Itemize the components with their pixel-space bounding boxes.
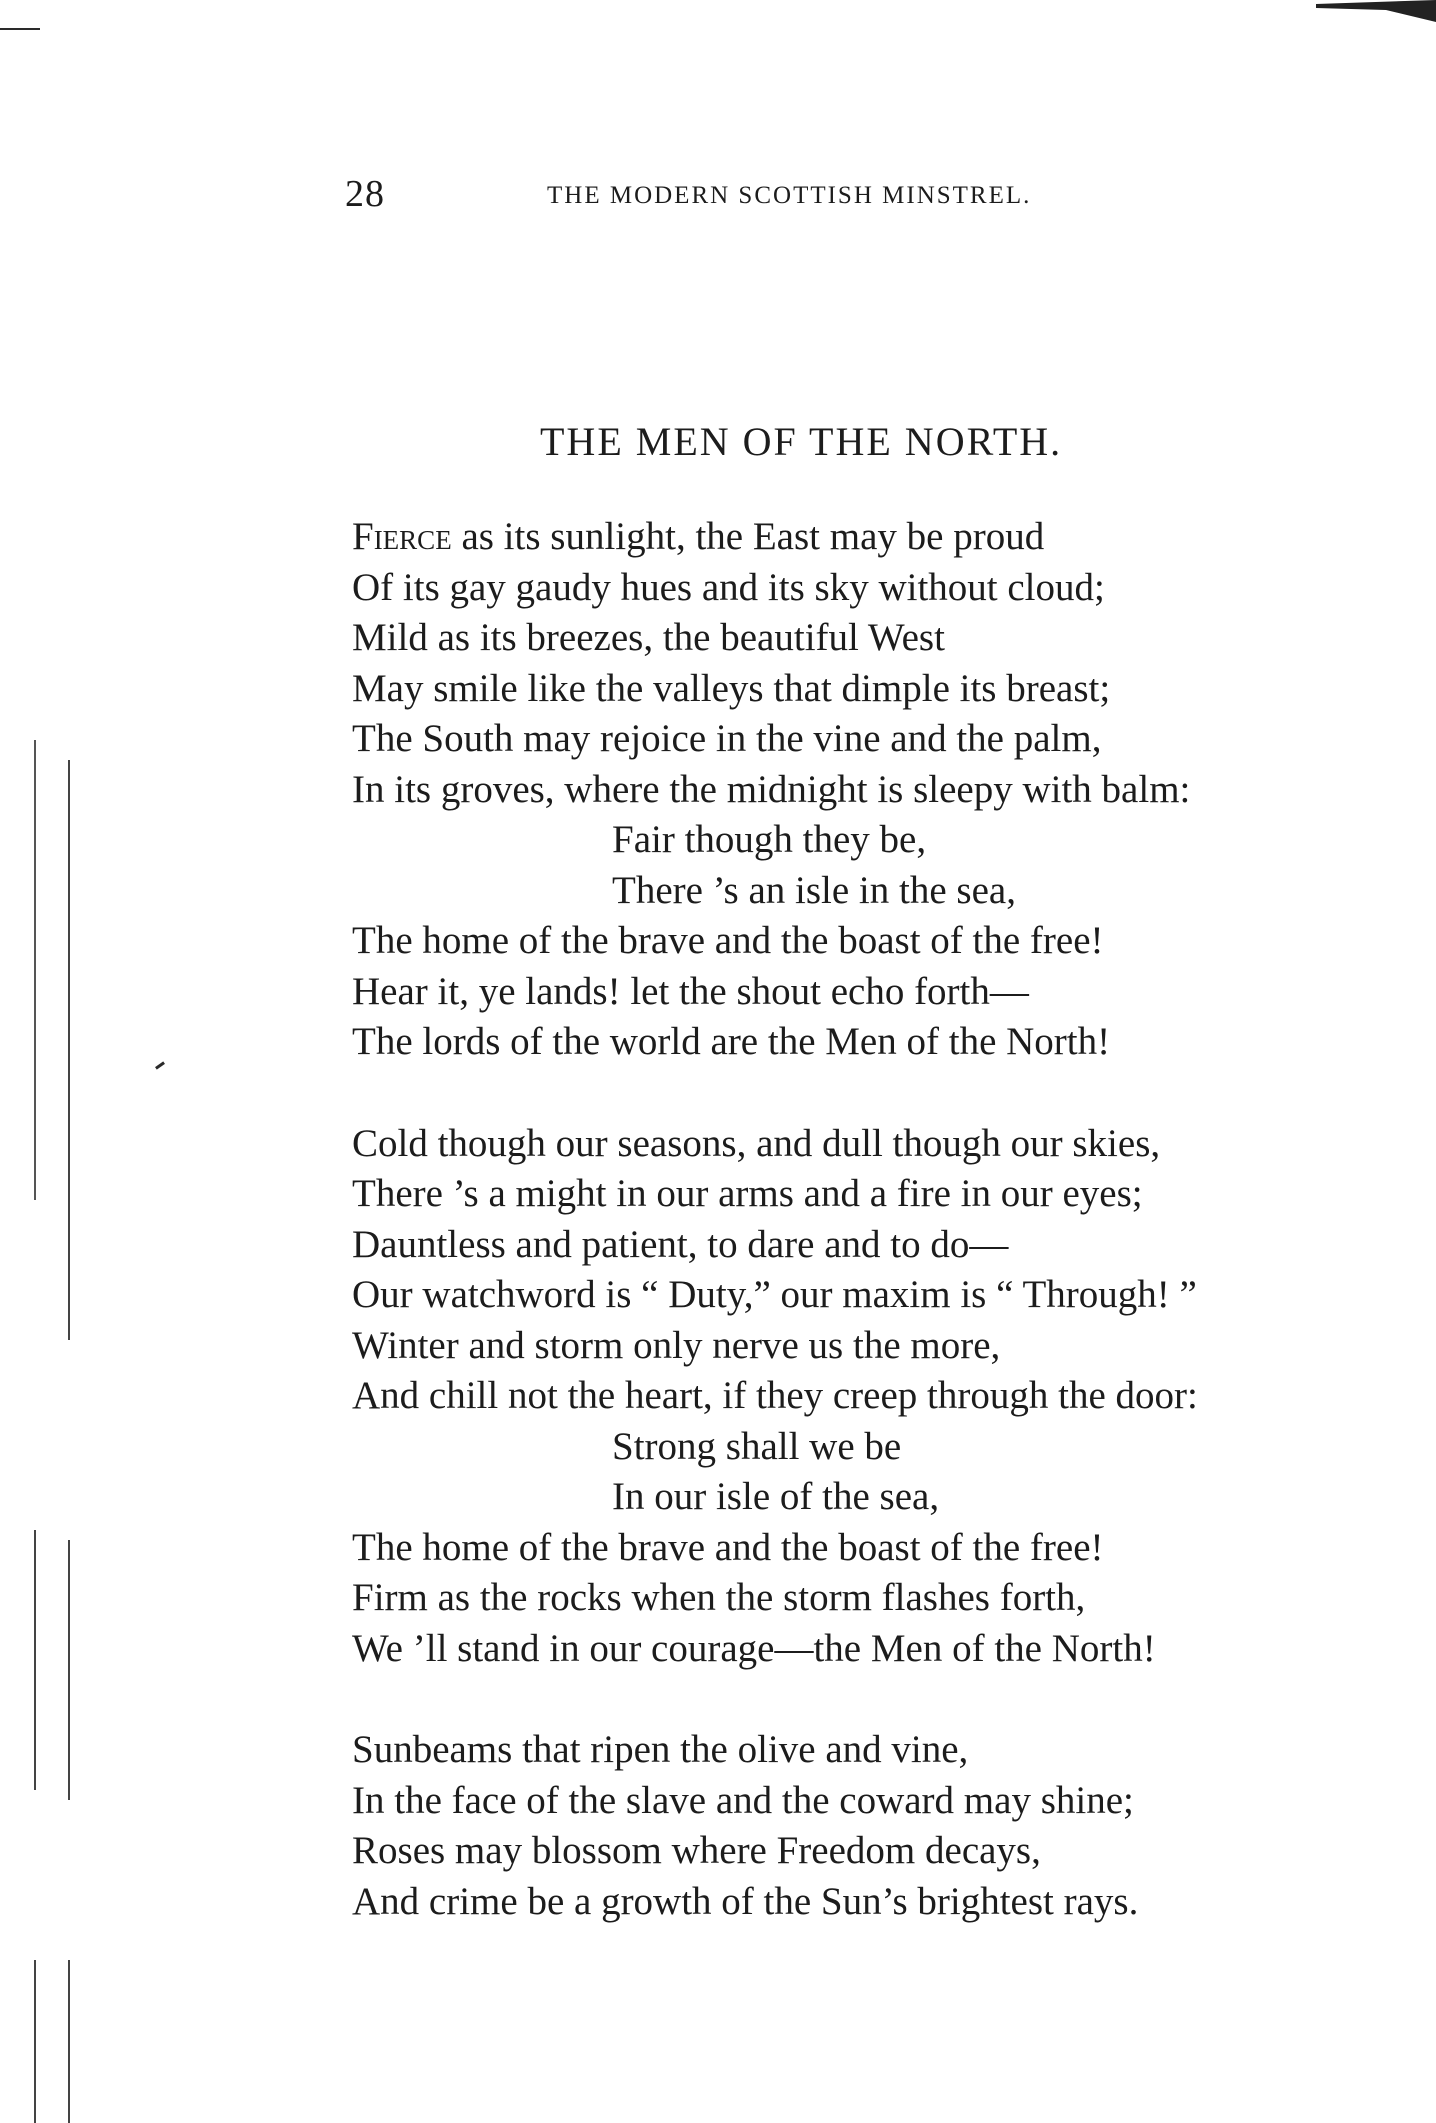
stanza-1 [352,512,1352,1068]
stanza-3 [352,1725,1352,1927]
running-title: THE MODERN SCOTTISH MINSTREL. [547,182,1032,209]
poem-line-indented: Strong shall we be [612,1424,902,1468]
poem-line-indented: In our isle of the sea, [612,1475,940,1518]
poem-title: THE MEN OF THE NORTH. [540,419,1063,464]
poem-line: The home of the brave and the boast of the free! [352,1525,1104,1569]
poem-line: There ’s a might in our arms and a fire in our eyes; [352,1172,1143,1215]
poem-body [352,512,1352,1978]
running-head [345,172,1175,222]
stanza-2 [352,1119,1352,1675]
poem-line: Cold though our seasons, and dull though our skies, [352,1121,1161,1165]
poem-line: Of its gay gaudy hues and its sky without cloud; [352,565,1105,609]
line-text: as its sunlight, the East may be proud [451,515,1045,558]
page-number: 28 [345,173,385,215]
poem-line: May smile like the valleys that dimple its breast; [352,666,1111,710]
poem-line: The home of the brave and the boast of the free! [352,919,1104,962]
poem-line: And crime be a growth of the Sun’s brightest rays. [352,1879,1139,1923]
poem-line: Firm as the rocks when the storm flashes forth, [352,1576,1086,1619]
gutter-line-3 [34,1530,36,1790]
gutter-line-1 [34,740,36,1200]
scan-mark-top-left [0,28,40,30]
poem-line: Dauntless and patient, to dare and to do— [352,1222,1009,1266]
poem-line [352,512,1352,563]
poem-line: In its groves, where the midnight is sleepy with balm: [352,767,1191,811]
poem-line: The South may rejoice in the vine and the palm, [352,717,1102,760]
stray-mark [155,1061,165,1069]
drop-word: Fierce [352,515,452,558]
poem-line: Sunbeams that ripen the olive and vine, [352,1728,969,1771]
poem-line: The lords of the world are the Men of the North! [352,1020,1111,1063]
poem-line: We ’ll stand in our courage—the Men of the North! [352,1626,1156,1670]
poem-line: Our watchword is “ Duty,” our maxim is “ Through! ” [352,1273,1197,1316]
poem-line-indented: Fair though they be, [612,818,927,861]
poem-line: Winter and storm only nerve us the more, [352,1323,1001,1367]
gutter-line-6 [68,1960,70,2123]
poem-line: Roses may blossom where Freedom decays, [352,1829,1041,1872]
binding-edge-mark [1316,0,1436,24]
poem-line-indented: There ’s an isle in the sea, [612,868,1016,912]
poem-line: In the face of the slave and the coward may shine; [352,1778,1134,1822]
poem-line: Hear it, ye lands! let the shout echo forth— [352,969,1029,1013]
poem-line: Mild as its breezes, the beautiful West [352,616,945,659]
poem-line: And chill not the heart, if they creep through the door: [352,1374,1198,1417]
gutter-line-5 [34,1960,36,2123]
gutter-line-2 [68,760,70,1340]
gutter-line-4 [68,1540,70,1800]
